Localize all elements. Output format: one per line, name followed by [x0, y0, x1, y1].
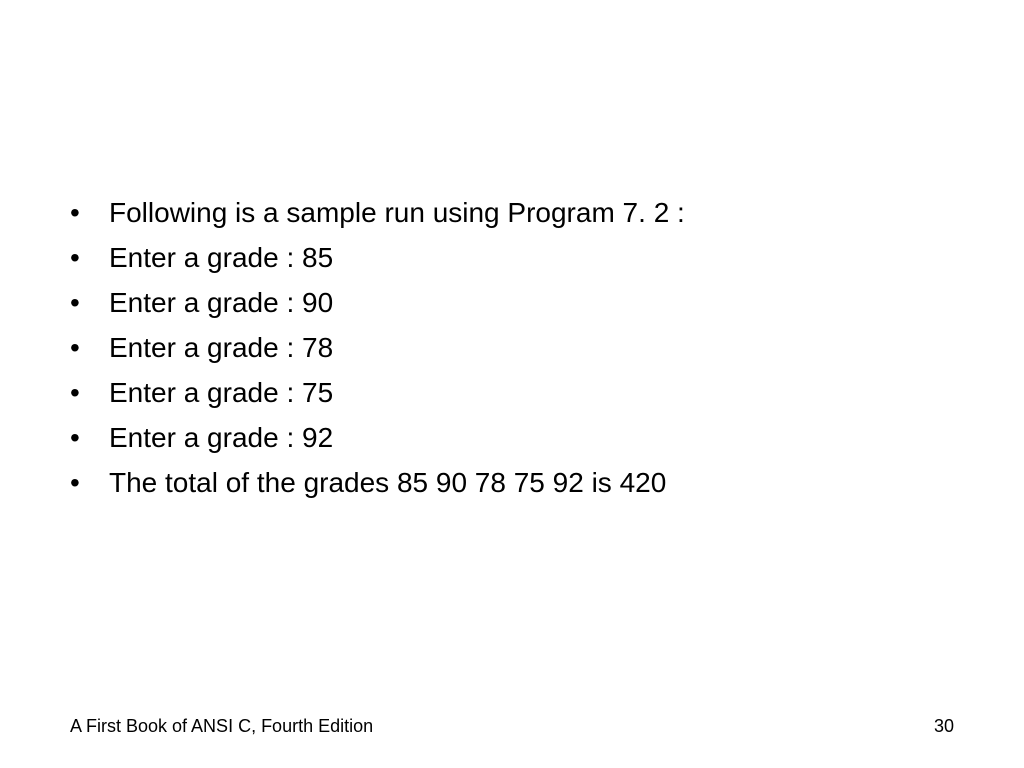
bullet-mark: • — [70, 287, 80, 318]
bullet-text: Following is a sample run using Program 7. 2 : — [109, 197, 685, 228]
bullet-item — [70, 190, 685, 235]
bullet-text: Enter a grade : 90 — [109, 287, 334, 318]
footer-page-number: 30 — [933, 716, 954, 736]
bullet-text: Enter a grade : 92 — [109, 422, 334, 453]
bullet-item — [70, 235, 685, 280]
footer-book-title: A First Book of ANSI C, Fourth Edition — [70, 716, 374, 736]
bullet-mark: • — [70, 197, 80, 228]
bullet-item — [70, 415, 685, 460]
bullet-list — [70, 190, 685, 505]
bullet-mark: • — [70, 467, 80, 498]
bullet-text: Enter a grade : 85 — [109, 242, 334, 273]
bullet-item — [70, 280, 685, 325]
bullet-item — [70, 370, 685, 415]
bullet-text: Enter a grade : 78 — [109, 332, 334, 363]
bullet-mark: • — [70, 242, 80, 273]
bullet-text: Enter a grade : 75 — [109, 377, 334, 408]
bullet-mark: • — [70, 377, 80, 408]
bullet-item — [70, 460, 685, 505]
bullet-mark: • — [70, 422, 80, 453]
bullet-mark: • — [70, 332, 80, 363]
bullet-text: The total of the grades 85 90 78 75 92 is 420 — [109, 467, 667, 498]
bullet-item — [70, 325, 685, 370]
